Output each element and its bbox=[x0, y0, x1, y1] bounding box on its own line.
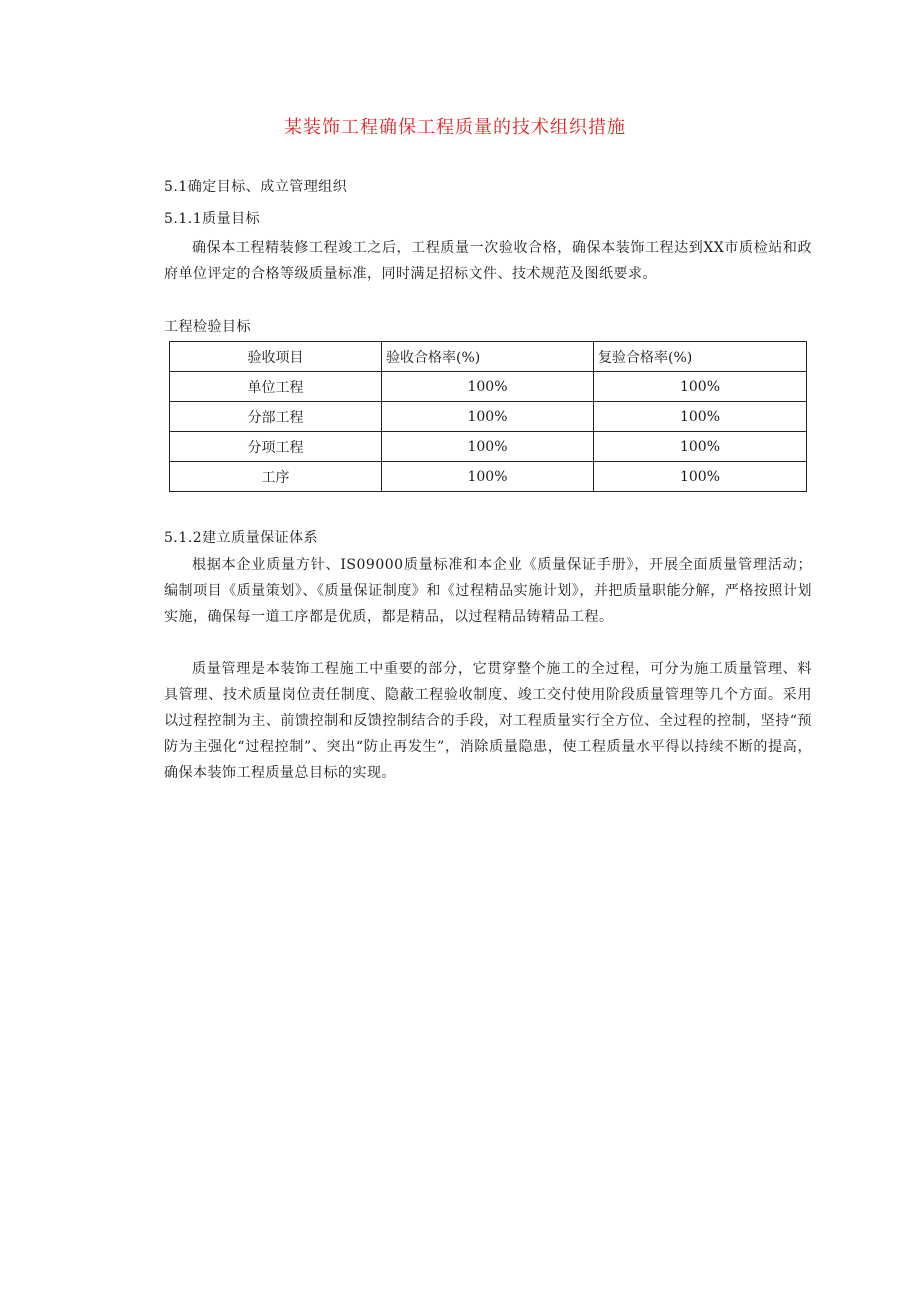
table-row bbox=[170, 372, 807, 402]
table-cell: 100% bbox=[382, 462, 594, 492]
table-header-cell: 复验合格率(%) bbox=[594, 342, 807, 372]
table-cell: 100% bbox=[382, 372, 594, 402]
quality-goal-paragraph: 确保本工程精装修工程竣工之后，工程质量一次验收合格，确保本装饰工程达到XX市质检站和政府单位评定的合格等级质量标准，同时满足招标文件、技术规范及图纸要求。 bbox=[164, 240, 812, 282]
table-cell: 分部工程 bbox=[170, 402, 382, 432]
table-cell: 100% bbox=[594, 402, 807, 432]
section-heading-5-1: 5.1确定目标、成立管理组织 bbox=[164, 179, 348, 195]
table-caption: 工程检验目标 bbox=[164, 319, 251, 335]
table-header-cell: 验收项目 bbox=[170, 342, 382, 372]
section-heading-5-1-2: 5.1.2建立质量保证体系 bbox=[164, 530, 319, 546]
table-row bbox=[170, 402, 807, 432]
table-cell: 工序 bbox=[170, 462, 382, 492]
quality-system-paragraph-1: 根据本企业质量方针、IS09000质量标准和本企业《质量保证手册》，开展全面质量管理活动；编制项目《质量策划》、《质量保证制度》和《过程精品实施计划》，并把质量职能分解，严格按照计划实施，确保每一道工序都是优质，都是精品，以过程精品铸精品工程。 bbox=[164, 557, 812, 625]
document-title: 某装饰工程确保工程质量的技术组织措施 bbox=[284, 117, 626, 138]
table-cell: 分项工程 bbox=[170, 432, 382, 462]
table-header-row bbox=[170, 342, 807, 372]
table-cell: 100% bbox=[594, 432, 807, 462]
table-cell: 100% bbox=[382, 402, 594, 432]
table-cell: 单位工程 bbox=[170, 372, 382, 402]
section-heading-5-1-1: 5.1.1质量目标 bbox=[164, 211, 261, 227]
table-header-cell: 验收合格率(%) bbox=[382, 342, 594, 372]
table-cell: 100% bbox=[382, 432, 594, 462]
table-row bbox=[170, 462, 807, 492]
table-cell: 100% bbox=[594, 372, 807, 402]
quality-system-paragraph-2: 质量管理是本装饰工程施工中重要的部分，它贯穿整个施工的全过程，可分为施工质量管理、料具管理、技术质量岗位责任制度、隐蔽工程验收制度、竣工交付使用阶段质量管理等几个方面。采用以过程控制为主、前馈控制和反馈控制结合的手段，对工程质量实行全方位、全过程的控制，坚持“预防为主强化“过程控制”、突出“防止再发生”，消除质量隐患，使工程质量水平得以持续不断的提高，确保本装饰工程质量总目标的实现。 bbox=[164, 661, 812, 781]
table-row bbox=[170, 432, 807, 462]
inspection-target-table bbox=[169, 341, 807, 492]
table-cell: 100% bbox=[594, 462, 807, 492]
